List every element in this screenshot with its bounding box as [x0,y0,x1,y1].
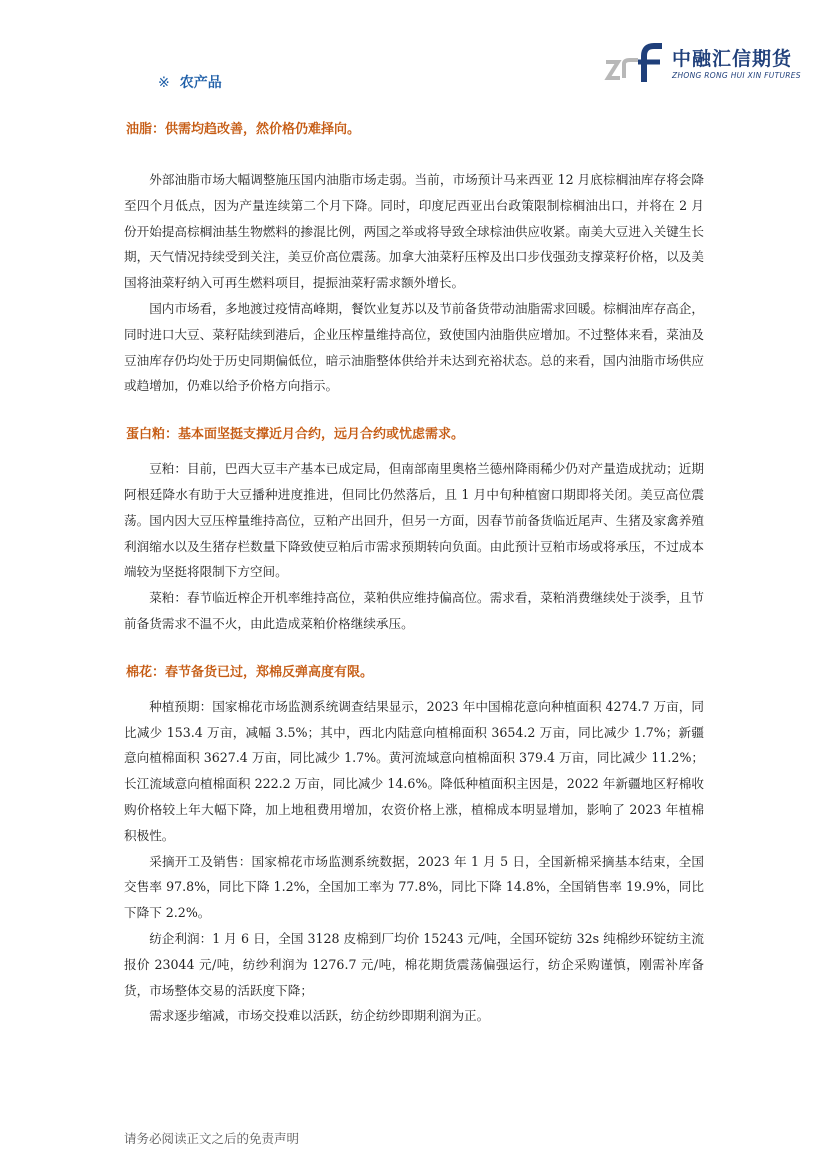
cotton-paragraph-2: 采摘开工及销售：国家棉花市场监测系统数据，2023 年 1 月 5 日，全国新棉采摘基本结束，全国交售率 97.8%，同比下降 1.2%，全国加工率为 77.8%，同比下降 14.8%，全国销售率 19.9%，同比下降下 2.2%。 [124,853,704,921]
logo-chinese-name: 中融汇信期货 [672,48,793,70]
logo-mark-icon [604,42,666,84]
section-header [158,72,222,92]
cotton-paragraph-1: 种植预期：国家棉花市场监测系统调查结果显示，2023 年中国棉花意向种植面积 4274.7 万亩，同比减少 153.4 万亩，减幅 3.5%；其中，西北内陆意向植棉面积 3654.2 万亩，同比减少 1.7%；新疆意向植棉面积 3627.4 万亩，同比减少 1.7%。黄河流域意向植棉面积 379.4 万亩，同比减少 11.2%；长江流域意向植棉面积 222.2 万亩，同比减少 14.6%。降低种植面积主因是，2022 年新疆地区籽棉收购价格较上年大幅下降，加上地租费用增加，农资价格上涨，植棉成本明显增加，影响了 2023 年植棉积极性。 [124,698,704,843]
report-body [124,118,704,1029]
disclaimer-footer: 请务必阅读正文之后的免责声明 [124,1131,300,1146]
logo-english-name: ZHONG RONG HUI XIN FUTURES [672,71,801,80]
reference-mark-icon: ※ [158,75,170,91]
cotton-heading: 棉花：春节备货已过，郑棉反弹高度有限。 [126,664,374,680]
cotton-paragraph-4: 需求逐步缩减，市场交投难以活跃，纺企纺纱即期利润为正。 [149,1008,490,1024]
company-logo [604,42,801,86]
meal-paragraph-1: 豆粕：目前，巴西大豆丰产基本已成定局，但南部南里奥格兰德州降雨稀少仍对产量造成扰动；近期阿根廷降水有助于大豆播种进度推进，但同比仍然落后，且 1 月中旬种植窗口期即将关闭。美豆高位震荡。国内因大豆压榨量维持高位，豆粕产出回升，但另一方面，因春节前备货临近尾声、生猪及家禽养殖利润缩水以及生猪存栏数量下降致使豆粕后市需求预期转向负面。由此预计豆粕市场或将承压，不过成本端较为坚挺将限制下方空间。 [124,461,704,580]
meal-heading: 蛋白粕：基本面坚挺支撑近月合约，远月合约或忧虑需求。 [126,427,465,443]
cotton-paragraph-3: 纺企利润：1 月 6 日，全国 3128 皮棉到厂均价 15243 元/吨，全国环锭纺 32s 纯棉纱环锭纺主流报价 23044 元/吨，纺纱利润为 1276.7 元/吨，棉花期货震荡偏强运行，纺企采购谨慎，刚需补库备货，市场整体交易的活跃度下降； [124,930,704,998]
oil-paragraph-1: 外部油脂市场大幅调整施压国内油脂市场走弱。当前，市场预计马来西亚 12 月底棕榈油库存将会降至四个月低点，因为产量连续第二个月下降。同时，印度尼西亚出台政策限制棕榈油出口，并将在 2 月份开始提高棕榈油基生物燃料的掺混比例，两国之举或将导致全球棕油供应收紧。南美大豆进入关键生长期，天气情况持续受到关注，美豆价高位震荡。加拿大油菜籽压榨及出口步伐强劲支撑菜籽价格，以及美国将油菜籽纳入可再生燃料项目，提振油菜籽需求额外增长。 [124,172,704,291]
oil-paragraph-2: 国内市场看，多地渡过疫情高峰期，餐饮业复苏以及节前备货带动油脂需求回暖。棕榈油库存高企，同时进口大豆、菜籽陆续到港后，企业压榨量维持高位，致使国内油脂供应增加。不过整体来看，菜油及豆油库存仍均处于历史同期偏低位，暗示油脂整体供给并未达到充裕状态。总的来看，国内油脂市场供应或趋增加，仍难以给予价格方向指示。 [124,300,704,394]
meal-paragraph-2: 菜粕：春节临近榨企开机率维持高位，菜粕供应维持偏高位。需求看，菜粕消费继续处于淡季，且节前备货需求不温不火，由此造成菜粕价格继续承压。 [124,590,704,631]
oil-heading: 油脂：供需均趋改善，然价格仍难择向。 [126,122,361,137]
section-title: 农产品 [179,75,222,91]
